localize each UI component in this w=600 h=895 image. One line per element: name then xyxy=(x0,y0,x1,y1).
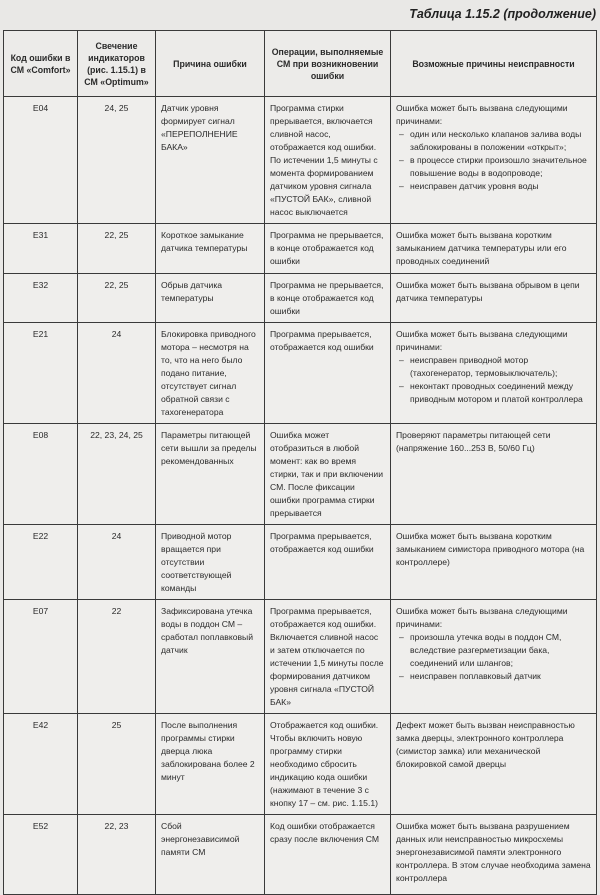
error-cause: Сбой энергонезависимой памяти СМ xyxy=(156,815,265,895)
possible-reasons xyxy=(391,815,597,895)
error-cause: Короткое замыкание датчика температуры xyxy=(156,224,265,274)
error-code: E22 xyxy=(4,525,78,600)
table-row xyxy=(4,224,597,274)
table-caption: Таблица 1.15.2 (продолжение) xyxy=(409,7,596,21)
error-code: E04 xyxy=(4,97,78,224)
reasons-intro: Ошибка может быть вызвана следующими причинами: xyxy=(396,606,568,629)
error-codes-table xyxy=(3,30,597,895)
possible-reasons xyxy=(391,323,597,424)
indicators: 22, 23 xyxy=(78,815,156,895)
error-cause: Параметры питающей сети вышли за пределы рекомендованных xyxy=(156,424,265,525)
reasons-intro: Ошибка может быть вызвана обрывом в цепи датчика температуры xyxy=(396,280,580,303)
reasons-intro: Ошибка может быть вызвана коротким замыканием датчика температуры или его проводных соединений xyxy=(396,230,567,266)
header-possible-reasons: Возможные причины неисправности xyxy=(391,31,597,97)
error-code: E31 xyxy=(4,224,78,274)
indicators: 22 xyxy=(78,600,156,714)
error-code: E52 xyxy=(4,815,78,895)
error-cause: После выполнения программы стирки дверца люка заблокирована более 2 минут xyxy=(156,714,265,815)
reason-item: – неисправен приводной мотор (тахогенератор, термовыключатель); xyxy=(396,354,591,380)
error-code: E42 xyxy=(4,714,78,815)
reasons-intro: Ошибка может быть вызвана следующими причинами: xyxy=(396,329,568,352)
header-error-code: Код ошибки в СМ «Comfort» xyxy=(4,31,78,97)
reasons-intro: Дефект может быть вызван неисправностью замка дверцы, электронного контроллера (симистор замка) или механической блокировкой самой дверцы xyxy=(396,720,575,769)
possible-reasons xyxy=(391,274,597,323)
table-row xyxy=(4,815,597,895)
error-cause: Датчик уровня формирует сигнал «ПЕРЕПОЛНЕНИЕ БАКА» xyxy=(156,97,265,224)
indicators: 24 xyxy=(78,323,156,424)
indicators: 25 xyxy=(78,714,156,815)
error-operations: Код ошибки отображается сразу после включения СМ xyxy=(265,815,391,895)
possible-reasons xyxy=(391,97,597,224)
reason-item: – один или несколько клапанов залива воды заблокированы в положении «открыт»; xyxy=(396,128,591,154)
error-operations: Ошибка может отобразиться в любой момент: как во время стирки, так и при включении СМ. После фиксации ошибки программа стирки прерывается xyxy=(265,424,391,525)
error-cause: Обрыв датчика температуры xyxy=(156,274,265,323)
possible-reasons xyxy=(391,525,597,600)
table-header-row xyxy=(4,31,597,97)
header-operations: Операции, выполняемые СМ при возникновении ошибки xyxy=(265,31,391,97)
table-row xyxy=(4,525,597,600)
indicators: 24, 25 xyxy=(78,97,156,224)
error-operations: Программа прерывается, отображается код ошибки xyxy=(265,323,391,424)
possible-reasons xyxy=(391,224,597,274)
indicators: 24 xyxy=(78,525,156,600)
possible-reasons xyxy=(391,600,597,714)
error-cause: Блокировка приводного мотора – несмотря на то, что на него было подано питание, отсутствует сигнал обратной связи с тахогенератора xyxy=(156,323,265,424)
error-code: E07 xyxy=(4,600,78,714)
table-row xyxy=(4,424,597,525)
reasons-list xyxy=(396,631,591,683)
error-code: E08 xyxy=(4,424,78,525)
error-operations: Программа прерывается, отображается код ошибки. Включается сливной насос и затем отключается по истечении 1,5 минуты после формирования датчиком уровня сигнала «ПУСТОЙ БАК» xyxy=(265,600,391,714)
header-cause: Причина ошибки xyxy=(156,31,265,97)
reason-item: – в процессе стирки произошло значительное повышение воды в водопроводе; xyxy=(396,154,591,180)
table-row xyxy=(4,97,597,224)
indicators: 22, 25 xyxy=(78,274,156,323)
reason-item: – неконтакт проводных соединений между приводным мотором и платой контроллера xyxy=(396,380,591,406)
error-operations: Программа не прерывается, в конце отображается код ошибки xyxy=(265,224,391,274)
possible-reasons xyxy=(391,424,597,525)
error-operations: Программа прерывается, отображается код ошибки xyxy=(265,525,391,600)
error-cause: Приводной мотор вращается при отсутствии соответствующей команды xyxy=(156,525,265,600)
reason-item: – неисправен датчик уровня воды xyxy=(396,180,591,193)
possible-reasons xyxy=(391,714,597,815)
reasons-list xyxy=(396,128,591,193)
indicators: 22, 25 xyxy=(78,224,156,274)
error-code: E32 xyxy=(4,274,78,323)
reasons-intro: Ошибка может быть вызвана следующими причинами: xyxy=(396,103,568,126)
error-code: E21 xyxy=(4,323,78,424)
error-operations: Отображается код ошибки. Чтобы включить новую программу стирки необходимо сбросить индикацию кода ошибки (нажимают в течение 3 с кнопку 17 – см. рис. 1.15.1) xyxy=(265,714,391,815)
error-operations: Программа стирки прерывается, включается сливной насос, отображается код ошибки. По истечении 1,5 минуты с момента формированием датчиком уровня сигнала «ПУСТОЙ БАК», сливной насос выключается xyxy=(265,97,391,224)
reasons-list xyxy=(396,354,591,406)
error-cause: Зафиксирована утечка воды в поддон СМ – сработал поплавковый датчик xyxy=(156,600,265,714)
reason-item: – неисправен поплавковый датчик xyxy=(396,670,591,683)
indicators: 22, 23, 24, 25 xyxy=(78,424,156,525)
table-row xyxy=(4,274,597,323)
reasons-intro: Проверяют параметры питающей сети (напряжение 160...253 В, 50/60 Гц) xyxy=(396,430,551,453)
reasons-intro: Ошибка может быть вызвана коротким замыканием симистора приводного мотора (на контроллере) xyxy=(396,531,585,567)
error-operations: Программа не прерывается, в конце отображается код ошибки xyxy=(265,274,391,323)
reasons-intro: Ошибка может быть вызвана разрушением данных или неисправностью микросхемы энергонезависимой памяти электронного контроллера. В этом случае необходима замена контроллера xyxy=(396,821,591,883)
header-indicators: Свечение индикаторов (рис. 1.15.1) в СМ «Optimum» xyxy=(78,31,156,97)
table-row xyxy=(4,714,597,815)
table-row xyxy=(4,323,597,424)
reason-item: – произошла утечка воды в поддон СМ, вследствие разгерметизации бака, соединений или шлангов; xyxy=(396,631,591,670)
table-row xyxy=(4,600,597,714)
